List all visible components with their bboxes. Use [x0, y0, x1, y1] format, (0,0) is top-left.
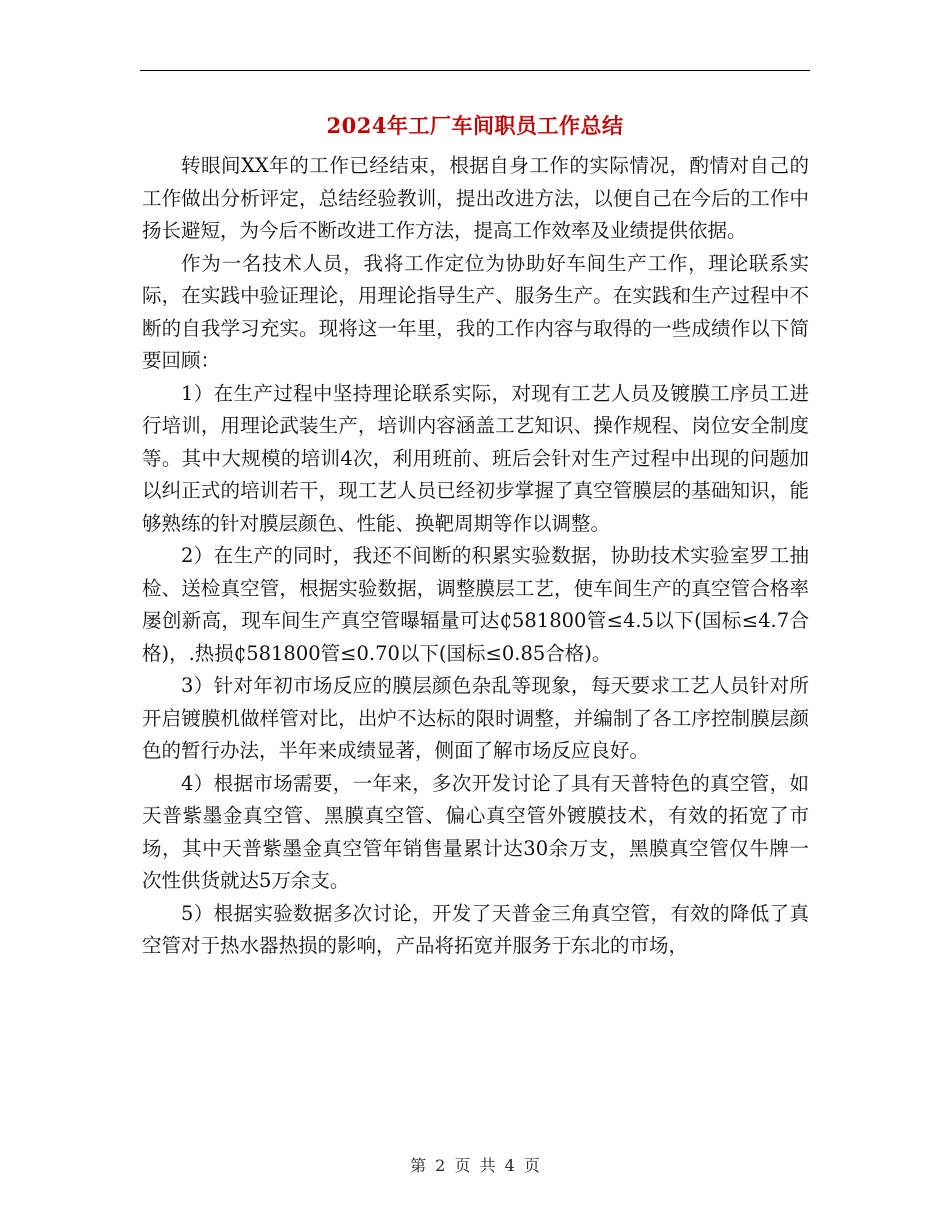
- page-number-footer: 第 2 页 共 4 页: [410, 1156, 540, 1175]
- paragraph-intro: 转眼间XX年的工作已经结束，根据自身工作的实际情况，酌情对自己的工作做出分析评定，总结经验教训，提出改进方法，以便自己在今后的工作中扬长避短，为今后不断改进工作方法，提高工作效率及业绩提供依据。: [142, 154, 809, 242]
- paragraph-item-5-development: 5）根据实验数据多次讨论，开发了天普金三角真空管，有效的降低了真空管对于热水器热损的影响，产品将拓宽并服务于东北的市场，: [142, 901, 809, 957]
- document-body: [142, 150, 809, 963]
- paragraph-item-4-market: 4）根据市场需要，一年来，多次开发讨论了具有天普特色的真空管，如天普紫墨金真空管、黑膜真空管、偏心真空管外镀膜技术，有效的拓宽了市场，其中天普紫墨金真空管年销售量累计达30余万支，黑膜真空管仅牛牌一次性供货就达5万余支。: [142, 771, 809, 892]
- header-rule: [140, 70, 810, 71]
- paragraph-role: 作为一名技术人员，我将工作定位为协助好车间生产工作，理论联系实际，在实践中验证理论，用理论指导生产、服务生产。在实践和生产过程中不断的自我学习充实。现将这一年里，我的工作内容与取得的一些成绩作以下简要回顾：: [142, 251, 809, 372]
- paragraph-item-1-training: 1）在生产过程中坚持理论联系实际，对现有工艺人员及镀膜工序员工进行培训，用理论武装生产，培训内容涵盖工艺知识、操作规程、岗位安全制度等。其中大规模的培训4次，利用班前、班后会针对生产过程中出现的问题加以纠正式的培训若干，现工艺人员已经初步掌握了真空管膜层的基础知识，能够熟练的针对膜层颜色、性能、换靶周期等作以调整。: [142, 381, 809, 535]
- paragraph-item-2-data: 2）在生产的同时，我还不间断的积累实验数据，协助技术实验室罗工抽检、送检真空管，根据实验数据，调整膜层工艺，使车间生产的真空管合格率屡创新高，现车间生产真空管曝辐量可达₵581800管≤4.5以下(国标≤4.7合格)，.热损₵581800管≤0.70以下(国标≤0.85合格)。: [142, 544, 809, 665]
- document-title: 2024年工厂车间职员工作总结: [326, 113, 624, 138]
- paragraph-item-3-color: 3）针对年初市场反应的膜层颜色杂乱等现象，每天要求工艺人员针对所开启镀膜机做样管对比，出炉不达标的限时调整，并编制了各工序控制膜层颜色的暂行办法，半年来成绩显著，侧面了解市场反应良好。: [142, 674, 809, 762]
